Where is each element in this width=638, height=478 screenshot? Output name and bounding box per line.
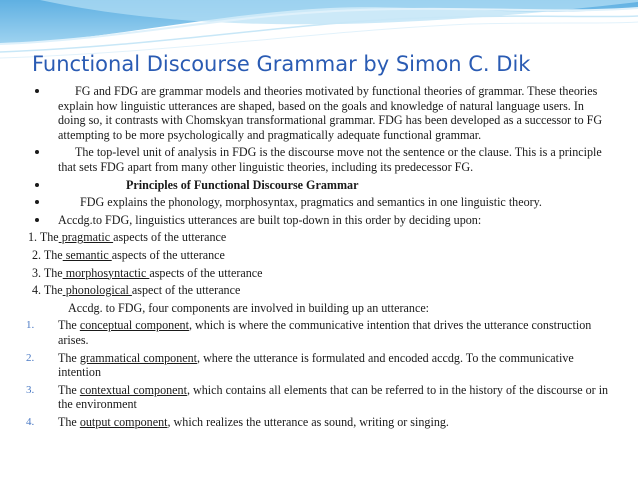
slide-title: Functional Discourse Grammar by Simon C. Dik [32,52,531,76]
slide-body [24,84,614,432]
bullet-icon [35,218,39,222]
term-underlined: phonological [62,283,132,298]
component-item: 2. The grammatical component, where the utterance is formulated and encoded accdg. To the communicative intention [26,350,574,380]
order-step: 4. The phonological aspect of the utterance [32,283,241,298]
bullet-item: The top-level unit of analysis in FDG is the discourse move not the sentence or the clause. This is a principle that sets FDG apart from many other linguistic theories, including its predecessor FG. [24,145,614,174]
order-step: 3. The morphosyntactic aspects of the utterance [32,265,263,280]
order-step: 2. The semantic aspects of the utterance [32,247,225,262]
term-underlined: grammatical component [79,350,198,365]
component-item: 4. The output component, which realizes the utterance as sound, writing or singing. [26,414,449,429]
order-step: 1. The pragmatic aspects of the utterance [28,230,227,245]
components-intro: Accdg. to FDG, four components are involved in building up an utterance: [68,300,430,315]
term-underlined: morphosyntactic [62,265,150,280]
bullet-icon [35,183,39,187]
bullet-icon [35,89,39,93]
section-heading: Principles of Functional Discourse Grammar [126,177,359,192]
bullet-icon [35,150,39,154]
term-underlined: output component [79,414,168,429]
term-underlined: semantic [62,247,112,262]
bullet-item-heading [24,178,614,193]
bullet-icon [35,200,39,204]
term-underlined: contextual component [79,382,187,397]
bullet-item: Accdg.to FDG, linguistics utterances are built top-down in this order by deciding upon: [24,213,614,228]
term-underlined: pragmatic [58,230,114,245]
component-item: 3. The contextual component, which contains all elements that can be referred to in the history of the discourse or in the environment [26,382,609,412]
bullet-item: FG and FDG are grammar models and theories motivated by functional theories of grammar. These theories explain how linguistic utterances are shaped, based on the goals and knowledge of natural language users. In doing so, it contrasts with Chomskyan transformational grammar. FDG has been developed as a successor to FG attempting to be more psychologically and pragmatically adequate functional grammar. [24,84,614,142]
component-item: 1. The conceptual component, which is where the communicative intention that drives the utterance construction arises. [26,318,592,347]
term-underlined: conceptual component [79,318,189,333]
bullet-item: FDG explains the phonology, morphosyntax, pragmatics and semantics in one linguistic theory. [24,195,614,210]
